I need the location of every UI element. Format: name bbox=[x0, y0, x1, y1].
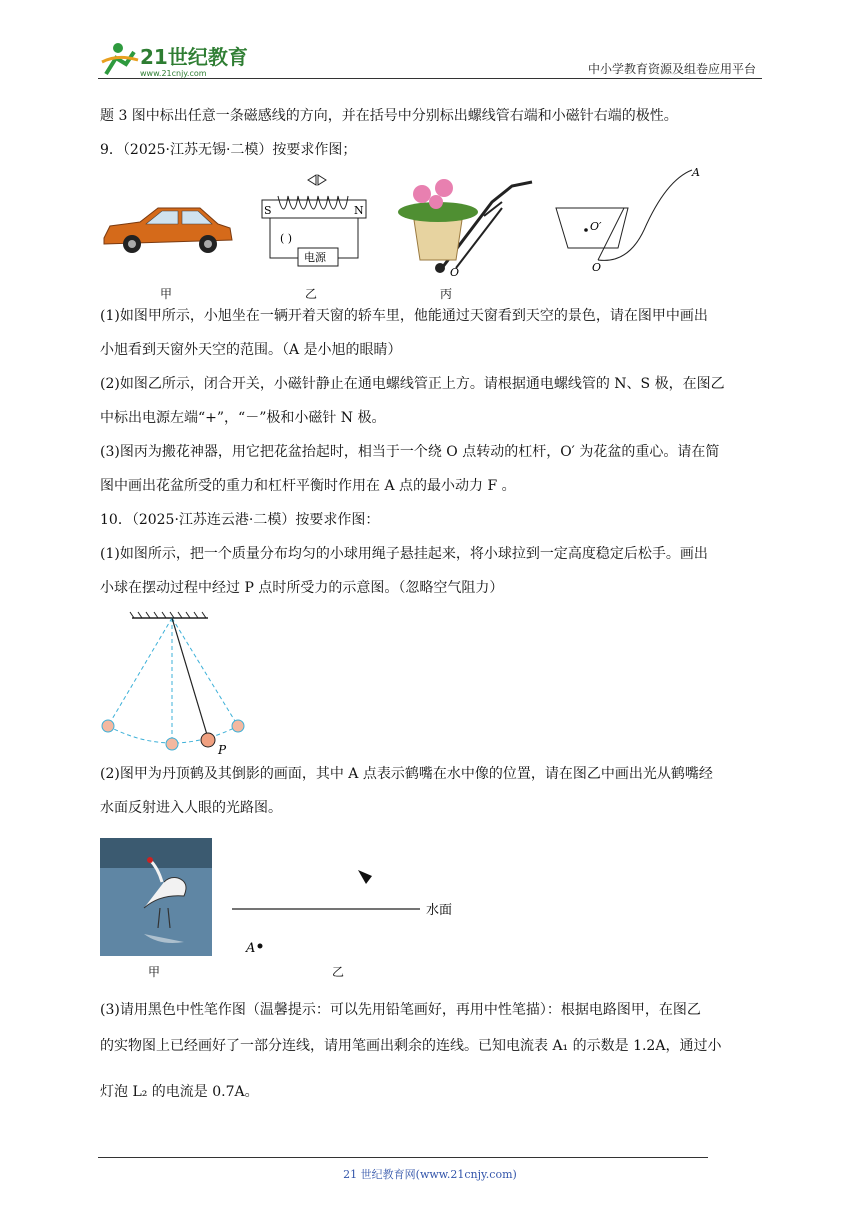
logo-url: www.21cnjy.com bbox=[140, 69, 207, 78]
header-divider bbox=[98, 78, 762, 79]
question-9-title: 9．（2025·江苏无锡·二模）按要求作图； bbox=[100, 142, 357, 158]
water-label: 水面 bbox=[426, 903, 453, 918]
pole-bracket: ( ) bbox=[280, 232, 293, 245]
q9-part3-line1: (3)图丙为搬花神器，用它把花盆抬起时，相当于一个绕 O 点转动的杠杆，O′ 为花盆的重心。请在简 bbox=[100, 444, 720, 460]
logo-text: 21世纪教育 bbox=[140, 45, 248, 69]
caption-crane-jia: 甲 bbox=[148, 965, 161, 979]
car-figure bbox=[100, 200, 235, 260]
caption-water-yi: 乙 bbox=[332, 965, 345, 979]
lever-A: A bbox=[692, 166, 700, 179]
pendulum-figure bbox=[98, 608, 258, 758]
platform-name: 中小学教育资源及组卷应用平台 bbox=[587, 62, 756, 76]
crane-photo bbox=[100, 838, 212, 956]
q10-part1-line1: (1)如图所示，把一个质量分布均匀的小球用绳子悬挂起来，将小球拉到一定高度稳定后松手。画出 bbox=[100, 546, 708, 562]
power-label: 电源 bbox=[304, 251, 326, 264]
site-logo bbox=[98, 34, 258, 78]
q10-part3-line2: 的实物图上已经画好了一部分连线，请用笔画出剩余的连线。已知电流表 A₁ 的示数是 1.2A，通过小 bbox=[100, 1038, 722, 1054]
solenoid-N: N bbox=[354, 204, 364, 217]
eye-icon bbox=[358, 870, 372, 884]
water-reflection-diagram bbox=[230, 858, 470, 958]
lever-O: O bbox=[592, 261, 602, 272]
q9-part1-line2: 小旭看到天窗外天空的范围。（A 是小旭的眼睛） bbox=[100, 342, 402, 358]
footer-text: 21 世纪教育网(www.21cnjy.com) bbox=[343, 1168, 517, 1181]
lever-diagram bbox=[548, 160, 708, 272]
q10-part2-line1: (2)图甲为丹顶鹤及其倒影的画面，其中 A 点表示鹤嘴在水中像的位置，请在图乙中画出光从鹤嘴经 bbox=[100, 766, 713, 782]
question-10-title: 10．（2025·江苏连云港·二模）按要求作图： bbox=[100, 512, 380, 528]
q10-part3-line1: (3)请用黑色中性笔作图（温馨提示：可以先用铅笔画好，再用中性笔描）：根据电路图甲，在图乙 bbox=[100, 1002, 701, 1018]
caption-jia: 甲 bbox=[160, 287, 173, 301]
q9-part1-line1: (1)如图甲所示，小旭坐在一辆开着天窗的轿车里，他能通过天窗看到天空的景色，请在图甲中画出 bbox=[100, 308, 708, 324]
point-P: P bbox=[218, 743, 227, 757]
q10-part3-line3: 灯泡 L₂ 的电流是 0.7A。 bbox=[100, 1084, 259, 1100]
caption-bing: 丙 bbox=[440, 287, 453, 301]
q9-part2-line2: 中标出电源左端“+”，“－”极和小磁针 N 极。 bbox=[100, 410, 386, 426]
point-O-prime: O′ bbox=[590, 220, 602, 233]
point-A: A bbox=[246, 941, 256, 956]
flower-cart-figure bbox=[392, 172, 547, 280]
text-line: 题 3 图中标出任意一条磁感线的方向，并在括号中分别标出螺线管右端和小磁针右端的极性。 bbox=[100, 108, 678, 124]
q9-part2-line1: (2)如图乙所示，闭合开关，小磁针静止在通电螺线管正上方。请根据通电螺线管的 N、S 极，在图乙 bbox=[100, 376, 725, 392]
point-O: O bbox=[450, 266, 460, 279]
footer-divider bbox=[98, 1157, 708, 1158]
q10-part1-line2: 小球在摆动过程中经过 P 点时所受力的示意图。（忽略空气阻力） bbox=[100, 580, 504, 596]
solenoid-circuit-figure bbox=[258, 172, 373, 272]
caption-yi: 乙 bbox=[305, 287, 318, 301]
solenoid-S: S bbox=[264, 204, 272, 217]
q9-part3-line2: 图中画出花盆所受的重力和杠杆平衡时作用在 A 点的最小动力 F 。 bbox=[100, 478, 516, 494]
q10-part2-line2: 水面反射进入人眼的光路图。 bbox=[100, 800, 282, 816]
